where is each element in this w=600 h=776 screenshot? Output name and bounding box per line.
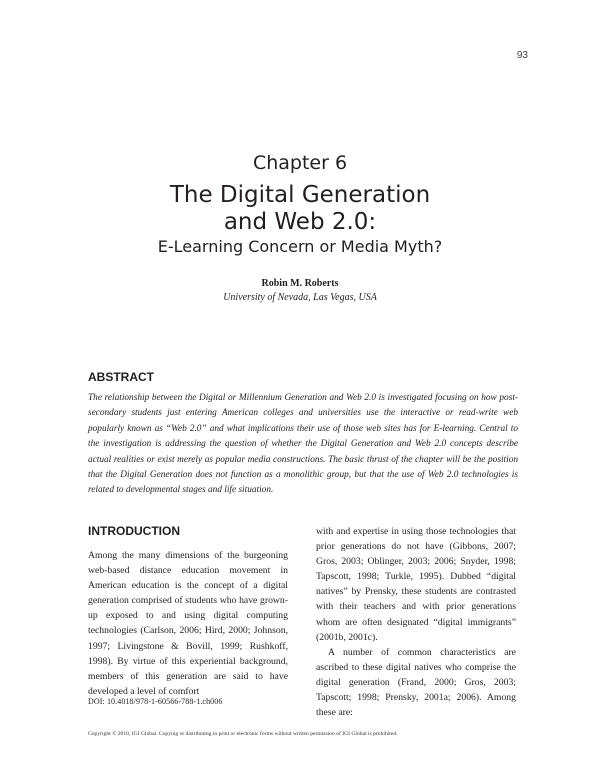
introduction-heading: INTRODUCTION bbox=[88, 524, 180, 538]
intro-paragraph-2: A number of common characteristics are ascribed to these digital natives who comprise the digital generation (Frand, 2000; Gros, 2003; Tapscott; 1998; Prensky, 2001a; 2006). Among these are: bbox=[316, 646, 516, 719]
left-column bbox=[88, 548, 288, 699]
chapter-subtitle: E-Learning Concern or Media Myth? bbox=[157, 237, 443, 256]
right-column bbox=[316, 524, 516, 720]
copyright-notice: Copyright © 2010, IGI Global. Copying or distributing in print or electronic forms without written permission of IGI Global is prohibited. bbox=[88, 731, 398, 737]
title-line-2: and Web 2.0: bbox=[223, 209, 377, 235]
page-number: 93 bbox=[516, 50, 528, 61]
abstract-body: The relationship between the Digital or Millennium Generation and Web 2.0 is investigated focusing on how post-secondary students just entering American colleges and universities use the interactive or read-write web popularly known as “Web 2.0” and what implications their use of those web sites has for E-learning. Central to the investigation is addressing the question of whether the Digital Generation and Web 2.0 concepts describe actual realities or exist merely as popular media constructions. The basic thrust of the chapter will be the position that the Digital Generation does not function as a monolithic group, but that the use of Web 2.0 technologies is related to developmental stages and life situation. bbox=[88, 393, 518, 496]
abstract-heading: ABSTRACT bbox=[88, 370, 154, 384]
intro-paragraph-1-continued: with and expertise in using those technologies that prior generations do not have (Gibbons, 2007; Gros, 2003; Oblinger, 2003; 2006; Snyder, 1998; Tapscott, 1998; Turkle, 1995). Dubbed “digital natives” by Prensky, these students are contrasted with their teachers and with prior generations whom are often designated “digital immigrants” (2001b, 2001c). bbox=[316, 526, 516, 643]
intro-paragraph-1: Among the many dimensions of the burgeoning web-based distance education movement in American education is the concept of a digital generation comprised of students who have grown-up exposed to and using digital computing technologies (Carlson, 2006; Hird, 2000; Johnson, 1997; Livingstone & Bovill, 1999; Rushkoff, 1998). By virtue of this experiential background, members of this generation are said to have developed a level of comfort bbox=[88, 550, 288, 697]
chapter-label: Chapter 6 bbox=[252, 152, 348, 174]
chapter-title bbox=[0, 182, 600, 236]
title-line-1: The Digital Generation bbox=[169, 182, 431, 208]
author-name: Robin M. Roberts bbox=[261, 278, 339, 289]
doi-footnote: DOI: 10.4018/978-1-60566-788-1.ch006 bbox=[88, 697, 223, 706]
author-affiliation: University of Nevada, Las Vegas, USA bbox=[223, 292, 377, 303]
